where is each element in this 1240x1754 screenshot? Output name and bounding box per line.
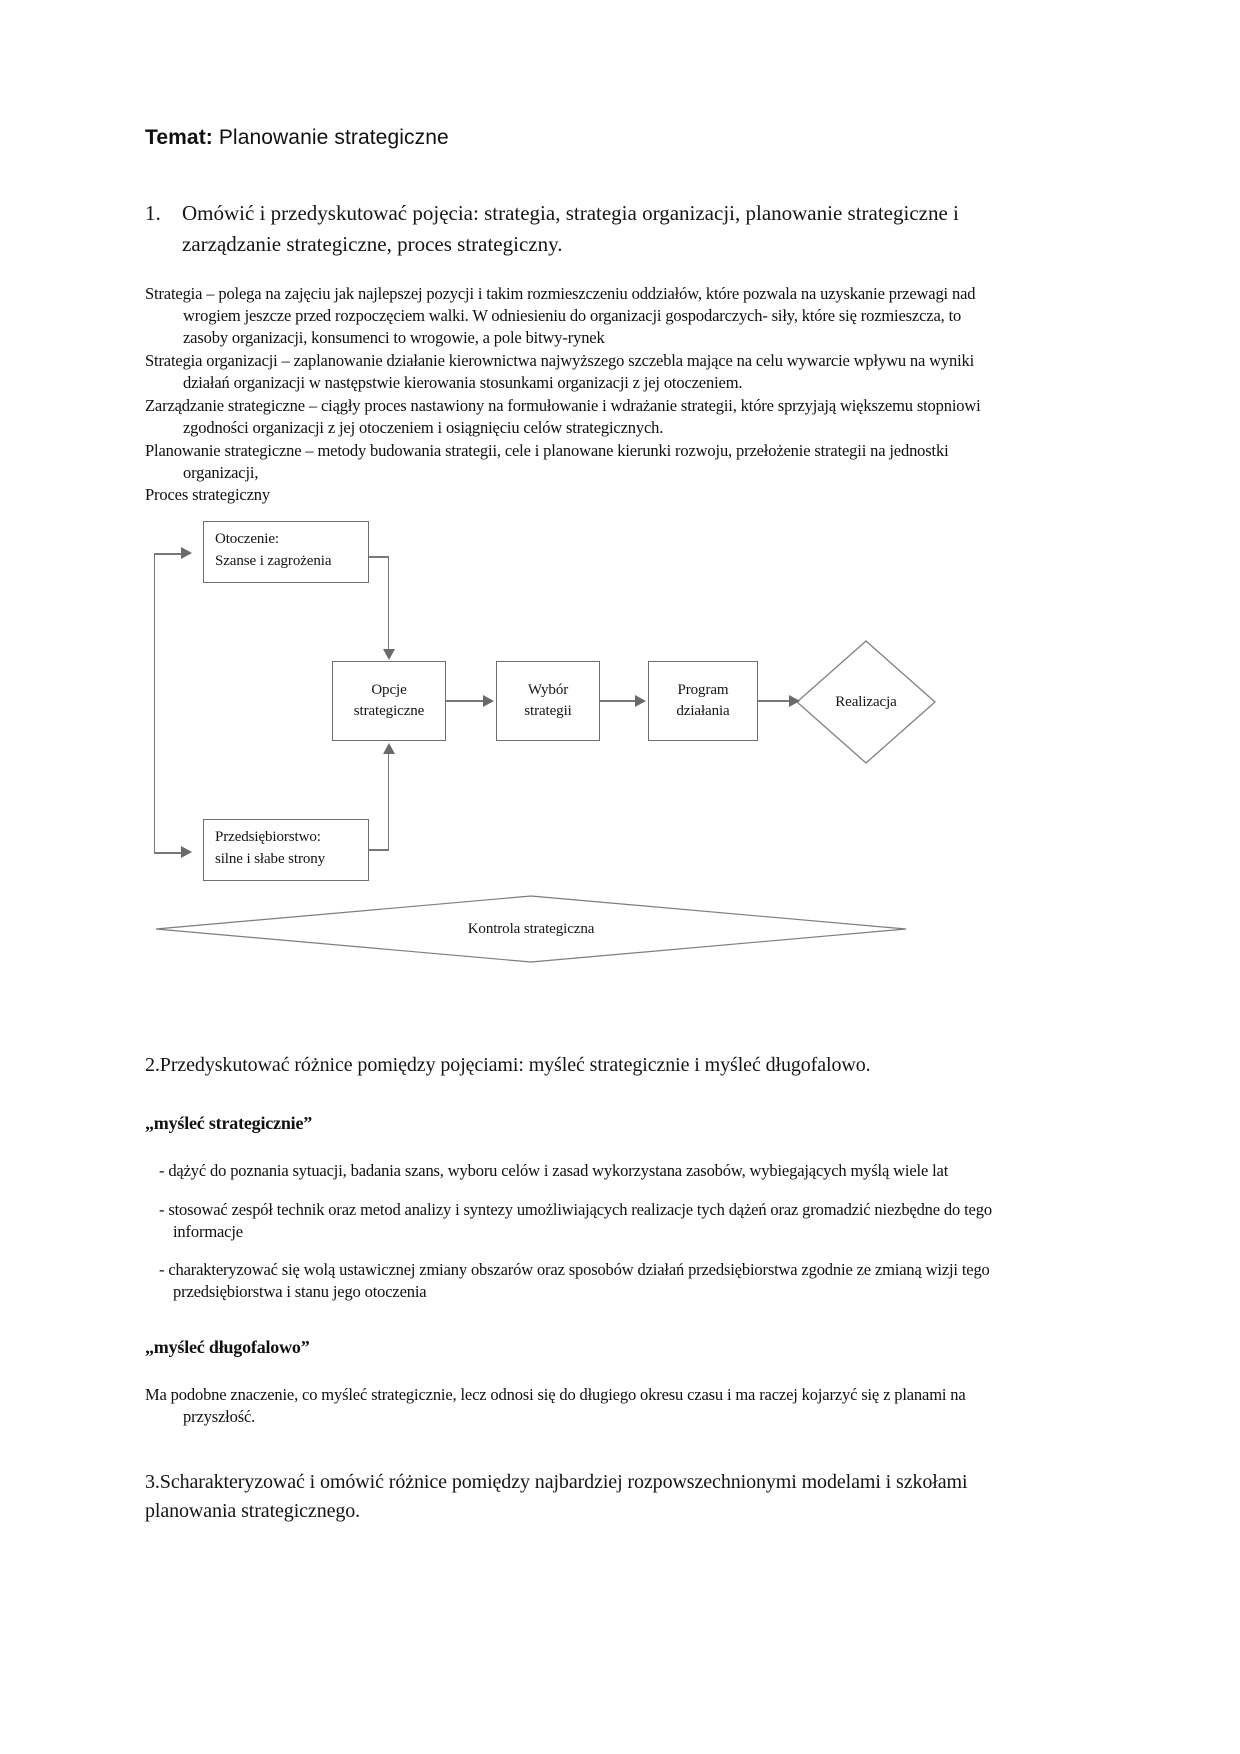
question-2: 2.Przedyskutować różnice pomiędzy pojęciami: myśleć strategicznie i myśleć długofalowo.: [145, 1054, 871, 1077]
title-label: Temat:: [145, 126, 213, 149]
connector-feedback-bottom: [154, 852, 182, 853]
longterm-paragraph: Ma podobne znaczenie, co myśleć strategicznie, lecz odnosi się do długiego okresu czasu i ma raczej kojarzyć się z planami na przyszłość.: [145, 1385, 966, 1427]
title-value: Planowanie strategiczne: [218, 126, 449, 149]
arrow-program-to-realization: [789, 695, 800, 707]
document-content: [145, 125, 1005, 1526]
page-title: [145, 125, 1005, 150]
process-caption: Proces strategiczny: [145, 484, 270, 504]
arrow-environment-to-options: [383, 649, 395, 660]
arrow-feedback-to-enterprise: [181, 846, 192, 858]
connector-enterprise-to-options-v: [388, 754, 389, 850]
connector-feedback-top: [154, 553, 182, 554]
connector-options-to-choice: [446, 700, 484, 701]
diagram-box-environment-line1: Otoczenie:: [215, 531, 279, 548]
connector-environment-to-options-h: [369, 556, 389, 557]
arrow-options-to-choice: [483, 695, 494, 707]
diagram-box-enterprise-line2: silne i słabe strony: [215, 851, 326, 868]
list-item: - dążyć do poznania sytuacji, badania szans, wyboru celów i zasad wykorzystana zasobów, wybiegających myślą wiele lat: [159, 1161, 949, 1181]
arrow-choice-to-program: [635, 695, 646, 707]
list-item: - stosować zespół technik oraz metod analizy i syntezy umożliwiających realizacje tych dążeń oraz gromadzić niezbędne do tego informacje: [159, 1199, 992, 1241]
diagram-box-choice-line2: strategii: [524, 703, 572, 720]
diagram-diamond-control: [153, 893, 909, 965]
diagram-box-choice: [496, 661, 600, 741]
arrow-enterprise-to-options: [383, 743, 395, 754]
definitions-block: [145, 283, 1005, 505]
diagram-box-options-line1: Opcje: [371, 681, 407, 698]
diagram-diamond-control-label: Kontrola strategiczna: [467, 920, 595, 937]
connector-environment-to-options-v: [388, 556, 389, 650]
diagram-diamond-realization: [795, 639, 937, 765]
connector-feedback-spine: [154, 553, 155, 853]
list-item: - charakteryzować się wolą ustawicznej zmiany obszarów oraz sposobów działań przedsiębiorstwa zgodnie ze zmianą wizji tego przedsiębiorstwa i stanu jego otoczenia: [159, 1260, 990, 1302]
diagram-box-enterprise: [203, 819, 369, 881]
question-1: [145, 198, 1005, 259]
question-3: 3.Scharakteryzować i omówić różnice pomiędzy najbardziej rozpowszechnionymi modelami i szkołami planowania strategicznego.: [145, 1471, 968, 1522]
arrow-feedback-to-environment: [181, 547, 192, 559]
diagram-box-program-line2: działania: [676, 703, 730, 720]
connector-program-to-realization: [758, 700, 792, 701]
diagram-box-program: [648, 661, 758, 741]
strategic-process-diagram: [151, 511, 931, 941]
connector-choice-to-program: [600, 700, 636, 701]
heading-myslec-strategicznie: „myśleć strategicznie”: [145, 1113, 313, 1134]
diagram-box-options-line2: strategiczne: [353, 703, 425, 720]
diagram-box-program-line1: Program: [677, 681, 729, 698]
question-1-text: Omówić i przedyskutować pojęcia: strategia, strategia organizacji, planowanie strategiczne i zarządzanie strategiczne, proces strategiczny.: [182, 201, 959, 256]
diagram-box-environment: [203, 521, 369, 583]
diagram-box-enterprise-line1: Przedsiębiorstwo:: [215, 829, 321, 846]
question-1-number: 1.: [145, 201, 161, 226]
definition-zarzadzanie-strategiczne: Zarządzanie strategiczne – ciągły proces nastawiony na formułowanie i wdrażanie strategii, które sprzyjają większemu stopniowi zgodności organizacji z jej otoczeniem i osiągnięciu celów strategicznych.: [145, 395, 981, 437]
definition-strategia: Strategia – polega na zajęciu jak najlepszej pozycji i takim rozmieszczeniu oddziałów, które pozwala na uzyskanie przewagi nad wrogiem jeszcze przed rozpoczęciem walki. W odniesieniu do organizacji gospodarczych- siły, które się rozmieszcza, to zasoby organizacji, konsumenci to wrogowie, a pole bitwy-rynek: [145, 284, 976, 347]
diagram-box-environment-line2: Szanse i zagrożenia: [215, 553, 332, 570]
diagram-diamond-realization-label: Realizacja: [835, 693, 897, 710]
definition-strategia-organizacji: Strategia organizacji – zaplanowanie działanie kierownictwa najwyższego szczebla mające na celu wywarcie wpływu na wyniki działań organizacji w następstwie kierowania stosunkami organizacji z jej otoczeniem.: [145, 350, 975, 392]
connector-enterprise-to-options-h: [369, 849, 389, 850]
definition-planowanie-strategiczne: Planowanie strategiczne – metody budowania strategii, cele i planowane kierunki rozwoju, przełożenie strategii na jednostki organizacji,: [145, 440, 949, 482]
strategic-bullets: [145, 1160, 1005, 1303]
diagram-box-choice-line1: Wybór: [527, 681, 569, 698]
diagram-box-options: [332, 661, 446, 741]
heading-myslec-dlugofalowo: „myśleć długofalowo”: [145, 1337, 310, 1358]
